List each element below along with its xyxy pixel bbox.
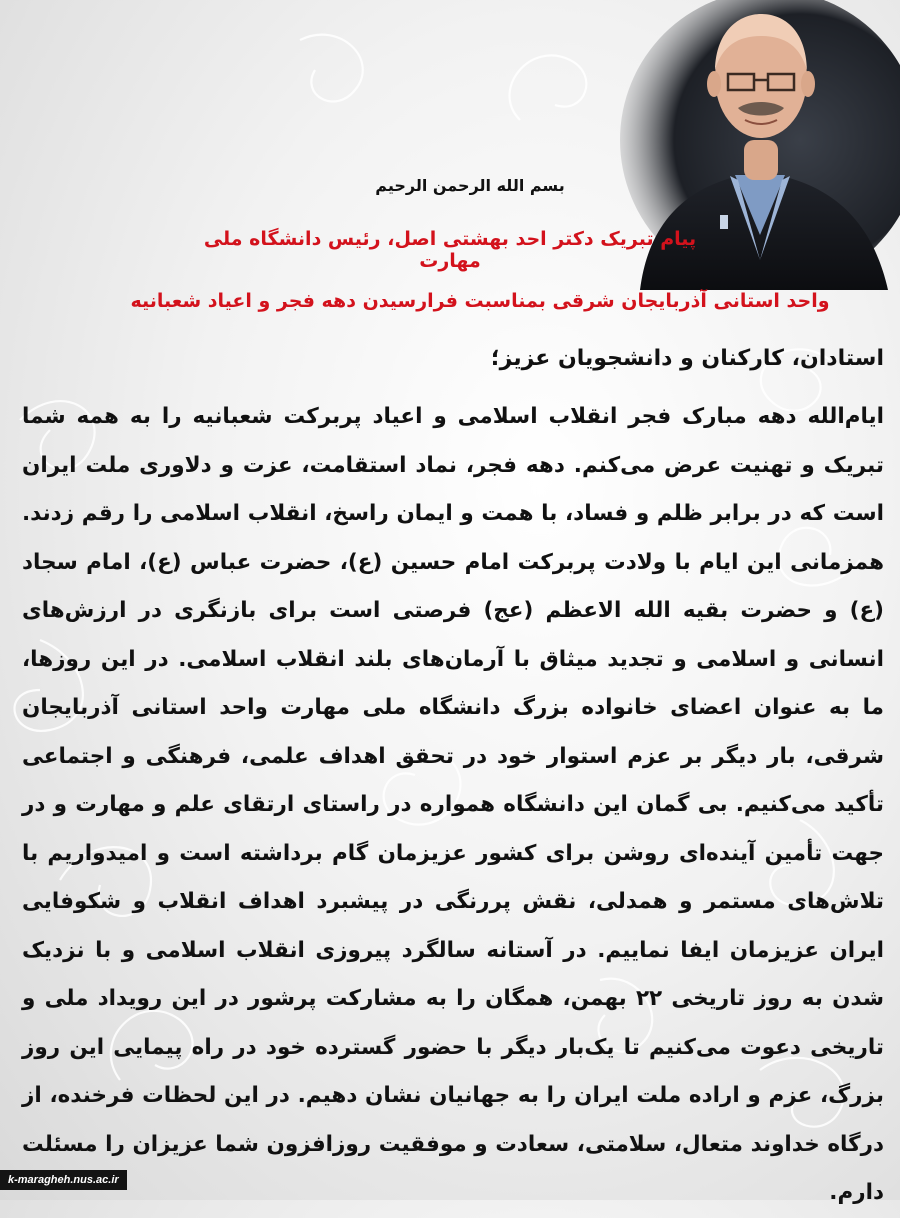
letter-body: ایام‌الله دهه مبارک فجر انقلاب اسلامی و اعیاد پربرکت شعبانیه را به همه شما تبریک و تهنیت عرض می‌کنم. دهه فجر، نماد استقامت، عزت و دلاوری ملت ایران است که در برابر ظلم و فساد، با همت و ایمان راسخ، انقلاب اسلامی را رقم زدند. همزمانی این ایام با ولادت پربرکت امام حسین (ع)، حضرت عباس (ع)، امام سجاد (ع) و حضرت بقیه الله الاعظم (عج) فرصتی است برای بازنگری در ارزش‌های انسانی و اسلامی و تجدید میثاق با آرمان‌های بلند انقلاب اسلامی. در این روزها، ما به عنوان اعضای خانواده بزرگ دانشگاه ملی مهارت واحد استانی آذربایجان شرقی، بار دیگر بر عزم استوار خود در تحقق اهداف علمی، فرهنگی و اجتماعی تأکید می‌کنیم. بی گمان این دانشگاه همواره در راستای ارتقای علم و مهارت و در جهت تأمین آینده‌ای روشن برای کشور عزیزمان گام برداشته است و امیدواریم با تلاش‌های مستمر و همدلی، نقش پررنگی در پیشبرد اهداف انقلاب و شکوفایی ایران عزیزمان ایفا نماییم. در آستانه سالگرد پیروزی انقلاب اسلامی و با نزدیک شدن به روز تاریخی ۲۲ بهمن، همگان را به مشارکت پرشور در این رویداد ملی و تاریخی دعوت می‌کنیم تا یک‌بار دیگر با حضور گسترده خود در راه پیمایی این روز بزرگ، عزم و اراده ملت ایران را به جهانیان نشان دهیم. در این لحظات فرخنده، از درگاه خداوند متعال، سلامتی، سعادت و موفقیت روزافزون شما عزیزان را مسئلت دارم. [22,404,884,1205]
message-title-line-1: پیام تبریک دکتر احد بهشتی اصل، رئیس دانشگاه ملی مهارت [203,228,697,272]
website-badge: k-maragheh.nus.ac.ir [0,1170,127,1190]
message-title-line-2: واحد استانی آذربایجان شرقی بمناسبت فرارسیدن دهه فجر و اعیاد شعبانیه [130,290,830,312]
basmala: بسم الله الرحمن الرحیم [375,176,565,195]
letter-salutation: استادان، کارکنان و دانشجویان عزیز؛ [490,346,884,371]
